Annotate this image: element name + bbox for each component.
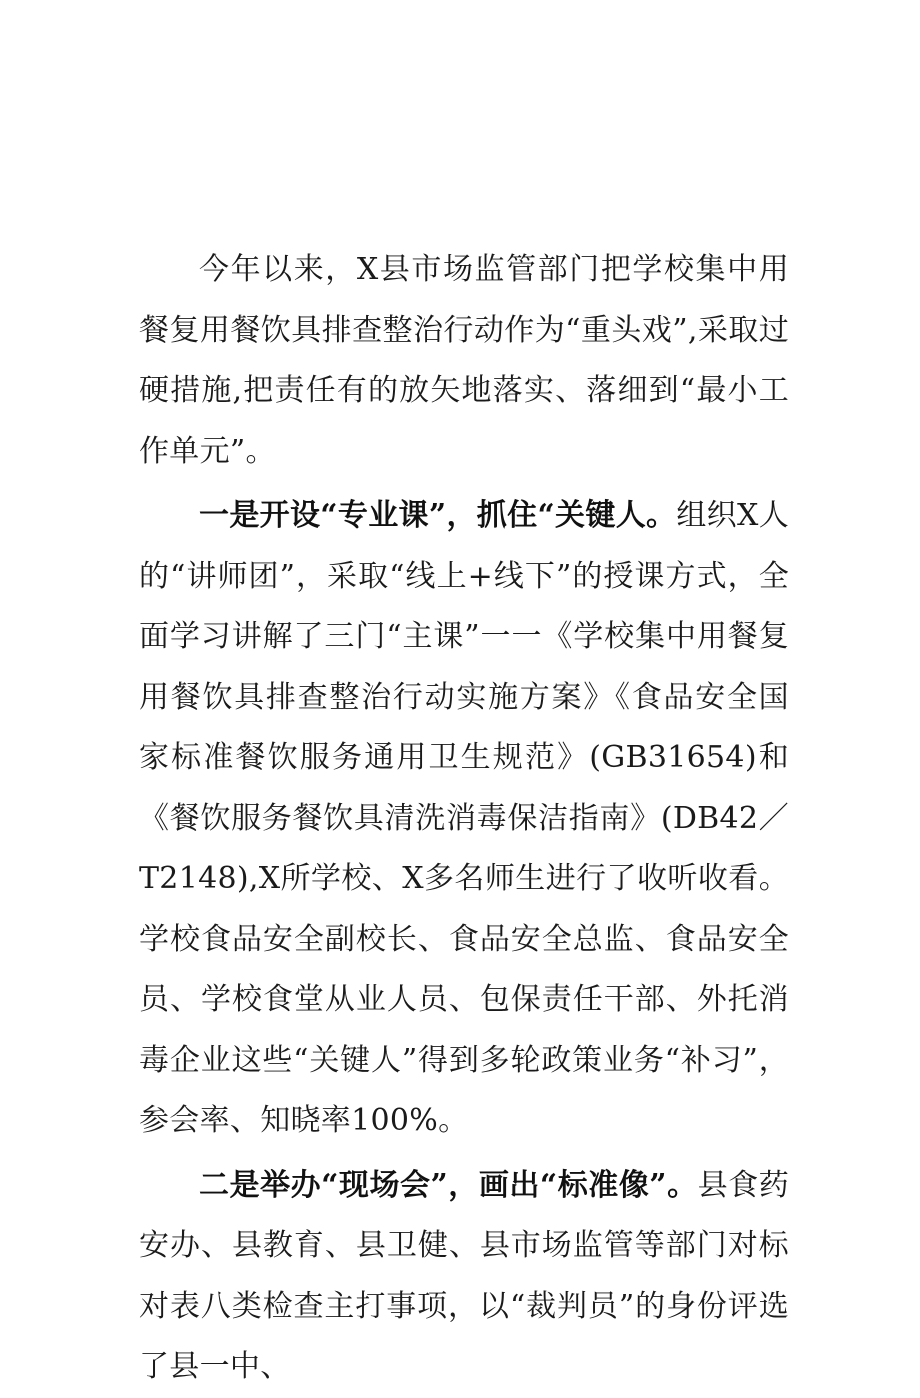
paragraph-professional-course [139, 486, 789, 1152]
paragraph-intro [139, 240, 789, 482]
document-body [139, 240, 789, 1398]
paragraph-text: 组织X人的“讲师团”，采取“线上+线下”的授课方式，全面学习讲解了三门“主课”一一《学校集中用餐复用餐饮具排查整治行动实施方案》《食品安全国家标准餐饮服务通用卫生规范》(GB31654)和《餐饮服务餐饮具清洗消毒保洁指南》(DB42／T2148),X所学校、X多名师生进行了收听收看。学校食品安全副校长、食品安全总监、食品安全员、学校食堂从业人员、包保责任干部、外托消毒企业这些“关键人”得到多轮政策业务“补习”，参会率、知晓率100%。 [139, 498, 790, 1138]
paragraph-onsite-meeting [139, 1156, 789, 1398]
paragraph-text: 县食药安办、县教育、县卫健、县市场监管等部门对标对表八类检查主打事项，以“裁判员”的身份评选了县一中、 [139, 1167, 789, 1384]
paragraph-lead: 一是开设“专业课”，抓住“关键人。 [199, 498, 677, 533]
paragraph-lead: 二是举办“现场会”，画出“标准像”。 [199, 1167, 698, 1203]
paragraph-text: 今年以来，X县市场监管部门把学校集中用餐复用餐饮具排查整治行动作为“重头戏”,采取过硬措施,把责任有的放矢地落实、落细到“最小工作单元”。 [139, 252, 789, 469]
